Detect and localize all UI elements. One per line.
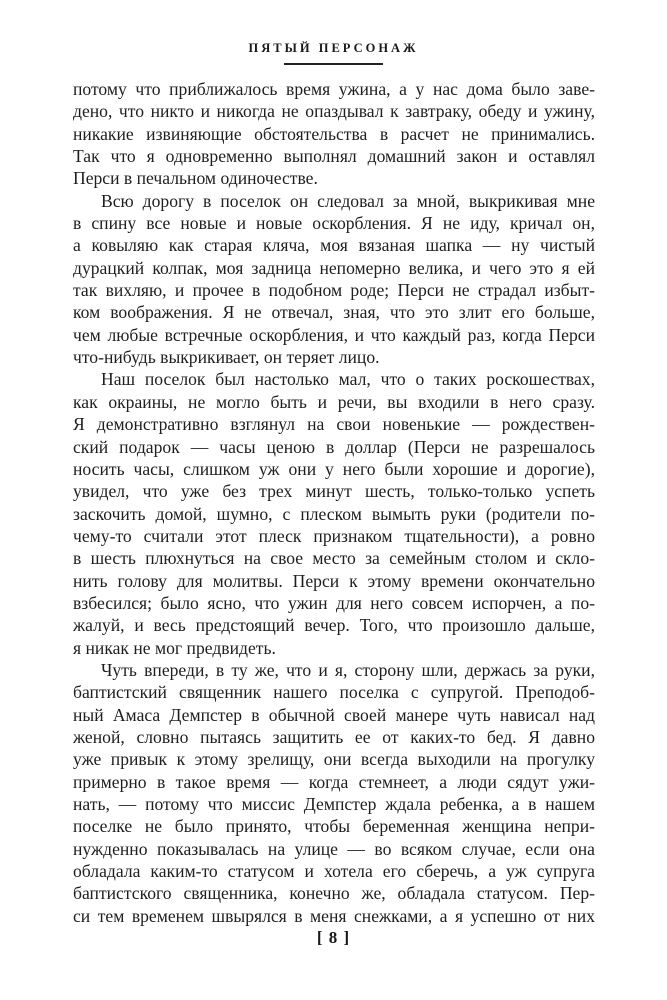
- text-line: как окраины, не могло быть и речи, вы входили в него сразу.: [73, 391, 595, 412]
- running-title: ПЯТЫЙ ПЕРСОНАЖ: [248, 41, 419, 55]
- paragraph: [73, 659, 595, 927]
- text-line: Наш поселок был настолько мал, что о таких роскошествах,: [101, 369, 595, 390]
- text-line: женой, словно пытаясь защитить ее от каких-то бед. Я давно: [73, 726, 595, 747]
- text-line: Так что я одновременно выполнял домашний закон и оставлял: [73, 146, 595, 167]
- text-line: чему-то считали этот плеск признаком тщательности), а ровно: [73, 525, 595, 546]
- text-line: нить голову для молитвы. Перси к этому времени окончательно: [73, 570, 595, 591]
- text-line: ский подарок — часы ценою в доллар (Перси не разрешалось: [73, 436, 595, 457]
- header-rule: [284, 63, 383, 65]
- text-line: жалуй, и весь предстоящий вечер. Того, что произошло дальше,: [73, 615, 595, 636]
- text-line: увидел, что уже без трех минут шесть, только-только успеть: [73, 481, 595, 502]
- text-line: что-нибудь выкрикивает, он теряет лицо.: [73, 347, 380, 368]
- text-line: Всю дорогу в поселок он следовал за мной, выкрикивая мне: [101, 190, 595, 211]
- text-line: заскочить домой, шумно, с плеском вымыть руки (родители по-: [73, 503, 595, 524]
- text-line: так вихляю, и прочее в подобном роде; Перси не страдал избыт-: [73, 280, 595, 301]
- text-line: дурацкий колпак, моя задница непомерно велика, и чего это я ей: [73, 257, 595, 278]
- paragraph: [73, 190, 595, 369]
- text-line: я никак не мог предвидеть.: [73, 637, 276, 658]
- paragraph: [73, 368, 595, 658]
- text-line: дено, что никто и никогда не опаздывал к завтраку, обеду и ужину,: [73, 101, 595, 122]
- text-line: баптистского священника, конечно же, обладала статусом. Пер-: [73, 883, 595, 904]
- text-line: поселке не было принято, чтобы беременная женщина непри-: [73, 816, 595, 837]
- text-line: си тем временем швырялся в меня снежками, а я успешно от них: [73, 905, 595, 926]
- text-line: ный Амаса Демпстер в обычной своей манере чуть нависал над: [73, 704, 595, 725]
- text-line: нужденно показывалась на улице — во всяком случае, если она: [73, 838, 595, 859]
- text-line: взбесился; было ясно, что ужин для него совсем испорчен, а по-: [73, 592, 595, 613]
- text-line: Я демонстративно взглянул на свои новенькие — рождествен-: [73, 414, 595, 435]
- body-text: [73, 78, 595, 927]
- text-line: никакие извиняющие обстоятельства в расчет не принимались.: [73, 123, 595, 144]
- text-line: в шесть плюхнуться на свое место за семейным столом и скло-: [73, 548, 595, 569]
- page-number: [ 8 ]: [316, 928, 351, 947]
- text-line: ком воображения. Я не отвечал, зная, что это злит его больше,: [73, 302, 595, 323]
- text-line: потому что приближалось время ужина, а у нас дома было заве-: [73, 79, 595, 99]
- text-line: а ковыляю как старая кляча, моя вязаная шапка — ну чистый: [73, 235, 595, 256]
- text-line: Перси в печальном одиночестве.: [73, 168, 318, 189]
- text-line: в спину все новые и новые оскорбления. Я не иду, кричал он,: [73, 213, 595, 234]
- paragraph: [73, 78, 595, 190]
- text-line: Чуть впереди, в ту же, что и я, сторону шли, держась за руки,: [101, 659, 595, 680]
- text-line: нать, — потому что миссис Демпстер ждала ребенка, а в нашем: [73, 794, 595, 814]
- text-line: обладала каким-то статусом и хотела его сберечь, а уж супруга: [73, 861, 595, 882]
- text-line: уже привык к этому зрелищу, они всегда выходили на прогулку: [73, 749, 595, 770]
- text-line: примерно в такое время — когда стемнеет, а люди сядут ужи-: [73, 771, 595, 792]
- text-line: носить часы, слишком уж они у него были хорошие и дорогие),: [73, 458, 595, 479]
- text-line: баптистский священник нашего поселка с супругой. Преподоб-: [73, 682, 595, 703]
- text-line: чем любые встречные оскорбления, и что каждый раз, когда Перси: [73, 324, 595, 345]
